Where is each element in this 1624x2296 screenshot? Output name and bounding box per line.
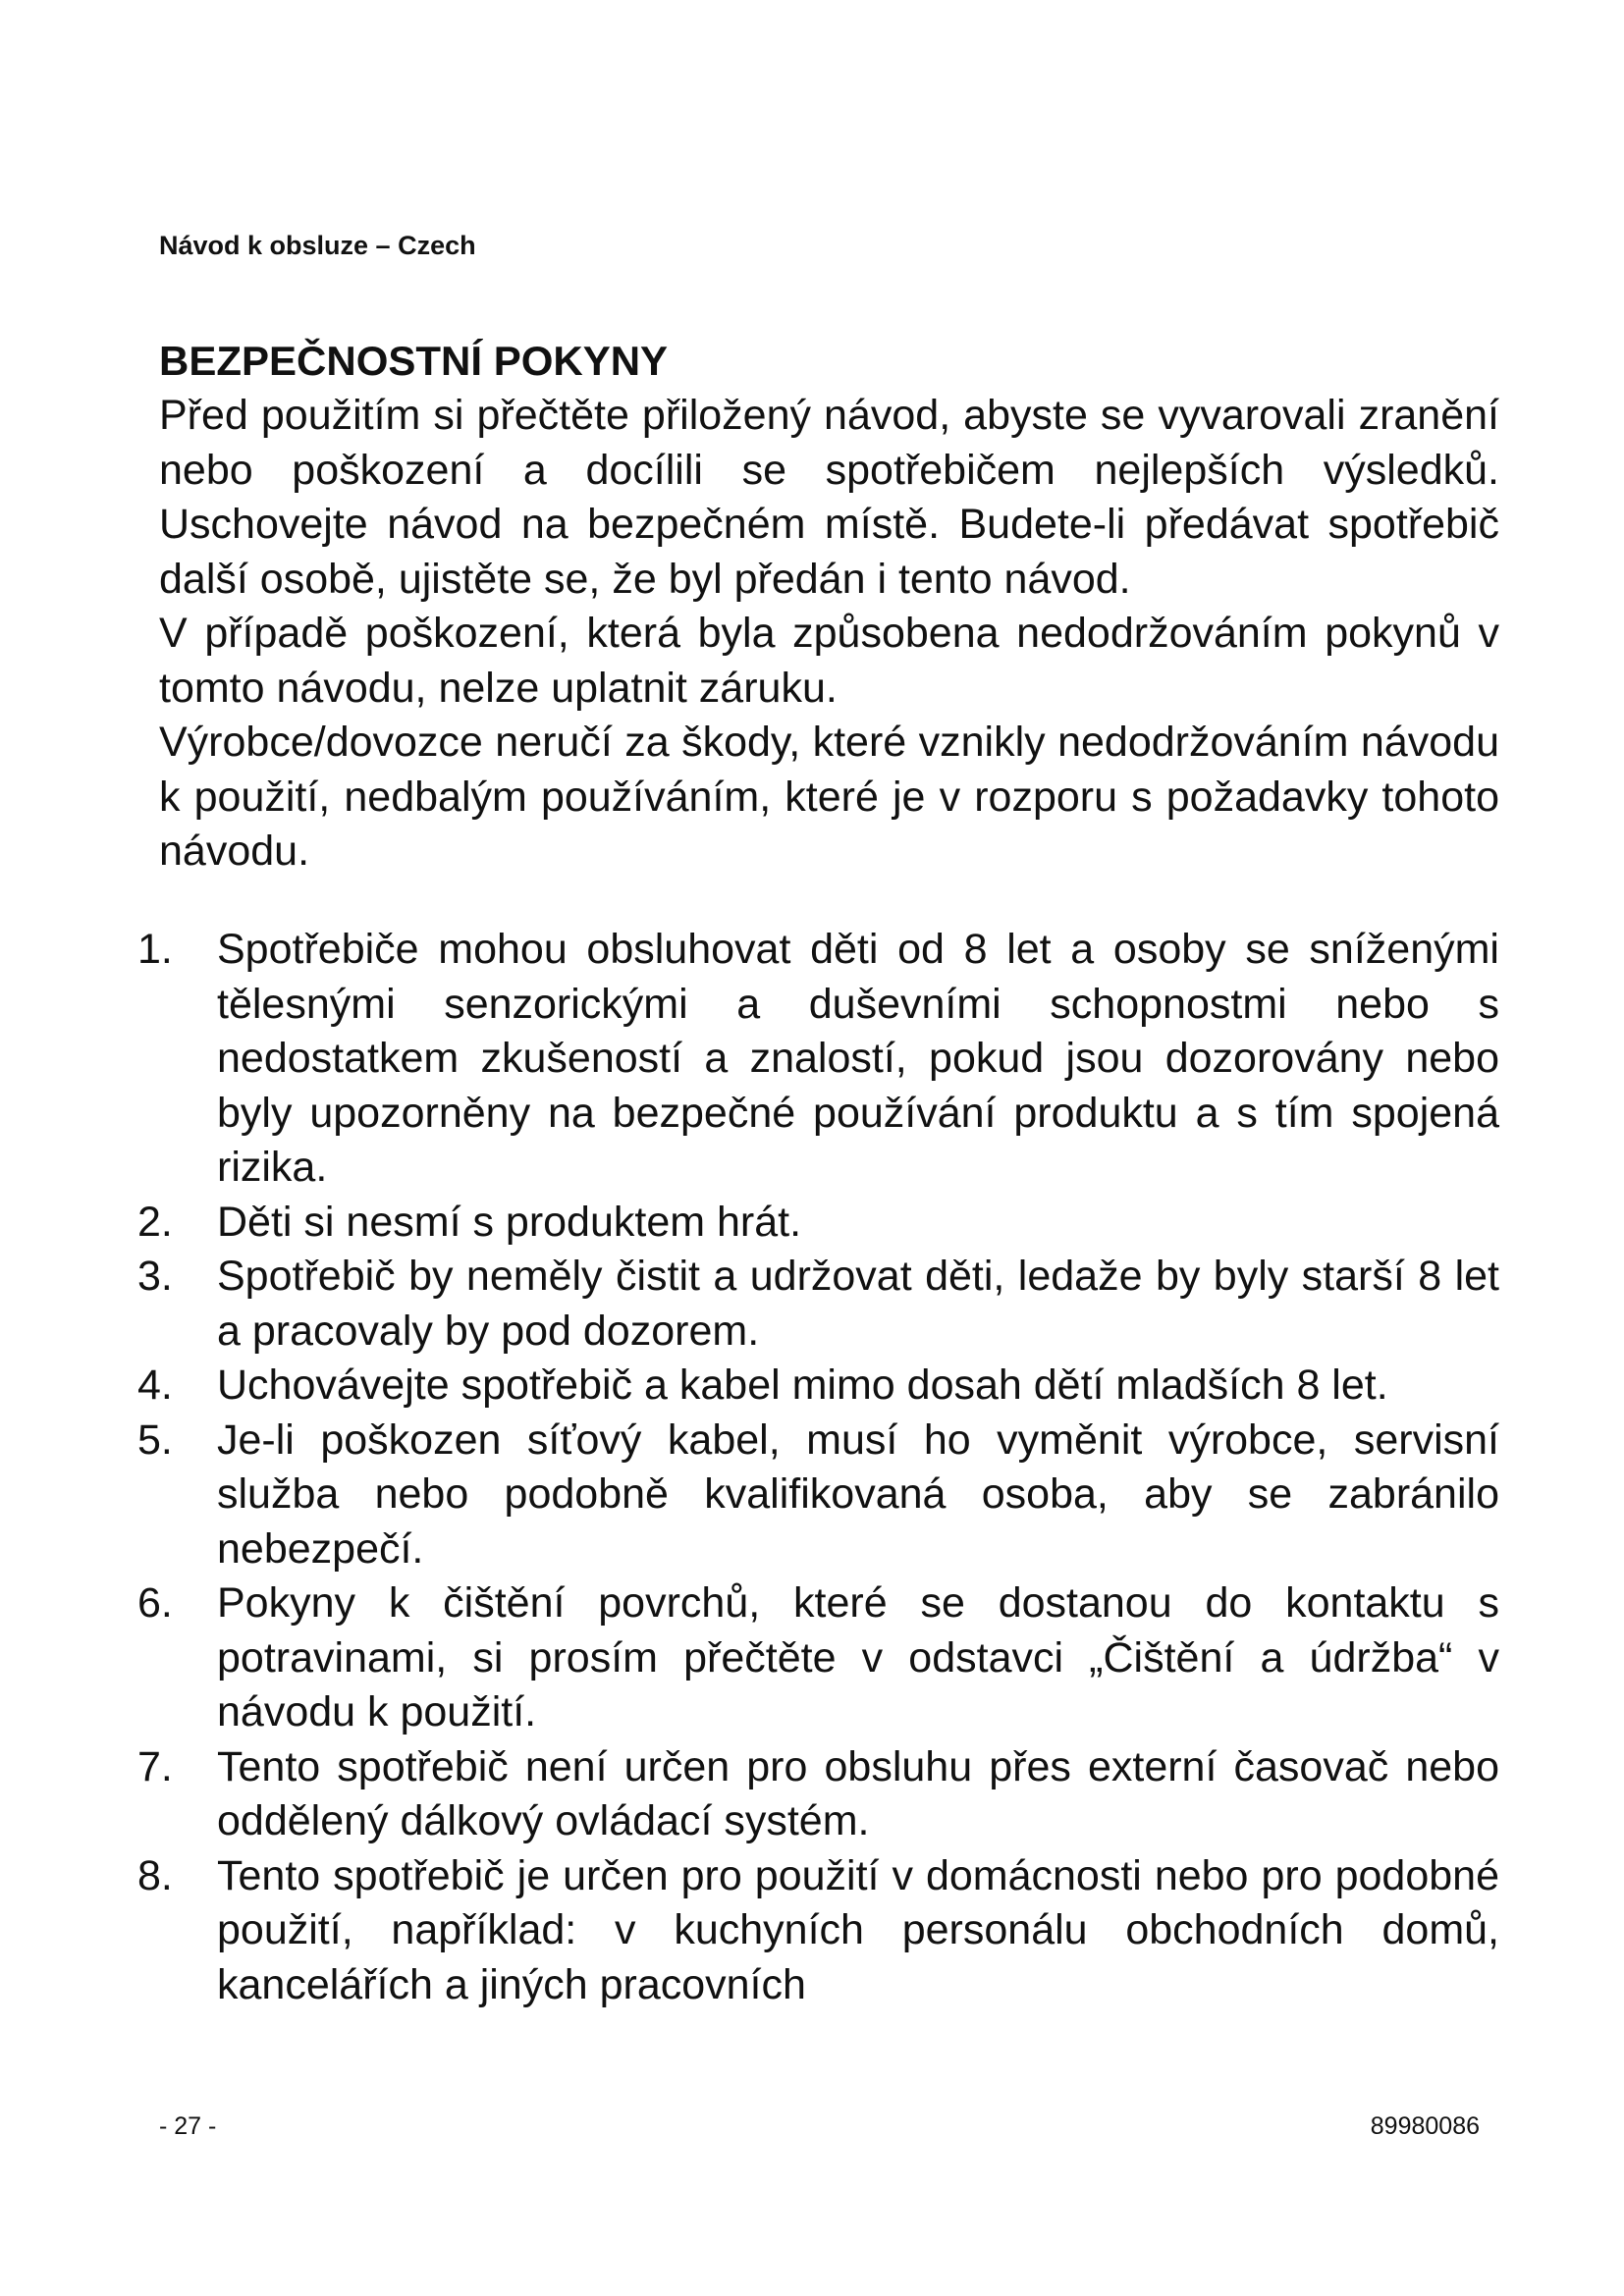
list-item-number: 6. <box>137 1579 173 1627</box>
list-item-text: Pokyny k čištění povrchů, které se dostanou do kontaktu s potravinami, si prosím přečtěte v odstavci „Čištění a údržba“ v návodu k použití. <box>217 1579 1499 1735</box>
list-item-number: 5. <box>137 1415 173 1464</box>
list-item <box>137 1196 1499 1251</box>
intro-paragraph: Před použitím si přečtěte přiložený návod, abyste se vyvarovali zranění nebo poškození a docílili se spotřebičem nejlepších výsledků. Uschovejte návod na bezpečném místě. Budete-li předávat spotřebič další osobě, ujistěte se, že byl předán i tento návod. <box>159 392 1499 603</box>
section-title: BEZPEČNOSTNÍ POKYNY <box>159 338 669 384</box>
list-item-text: Tento spotřebič není určen pro obsluhu přes externí časovač nebo oddělený dálkový ovládací systém. <box>217 1742 1499 1844</box>
list-item <box>137 1359 1499 1414</box>
list-item <box>137 1250 1499 1359</box>
document-header: Návod k obsluze – Czech <box>159 231 476 260</box>
document-code: 89980086 <box>1370 2112 1480 2140</box>
list-item-text: Spotřebič by neměly čistit a udržovat děti, ledaže by byly starší 8 let a pracovaly by pod dozorem. <box>217 1253 1499 1355</box>
list-item <box>137 1740 1499 1849</box>
list-item-text: Tento spotřebič je určen pro použití v domácnosti nebo pro podobné použití, například: v kuchyních personálu obchodních domů, kancelářích a jiných pracovních <box>217 1851 1499 2008</box>
list-item-number: 4. <box>137 1362 173 1409</box>
page-number: - 27 - <box>159 2112 217 2140</box>
list-item-text: Děti si nesmí s produktem hrát. <box>217 1198 802 1246</box>
list-item-number: 2. <box>137 1198 173 1246</box>
list-item <box>137 1576 1499 1740</box>
list-item-number: 7. <box>137 1742 173 1790</box>
list-item <box>137 1849 1499 2013</box>
intro-text <box>159 389 1499 880</box>
list-item <box>137 1414 1499 1577</box>
safety-rules-list <box>137 923 1499 2012</box>
list-item-number: 3. <box>137 1253 173 1300</box>
list-item-text: Je-li poškozen síťový kabel, musí ho vyměnit výrobce, servisní služba nebo podobně kvalifikovaná osoba, aby se zabránilo nebezpečí. <box>217 1415 1499 1573</box>
list-item-number: 8. <box>137 1851 173 1899</box>
list-item-text: Spotřebiče mohou obsluhovat děti od 8 let a osoby se sníženými tělesnými senzorickými a duševními schopnostmi nebo s nedostatkem zkušeností a znalostí, pokud jsou dozorovány nebo byly upozorněny na bezpečné používání produktu a s tím spojená rizika. <box>217 926 1499 1191</box>
list-item-number: 1. <box>137 926 173 973</box>
intro-paragraph: V případě poškození, která byla způsobena nedodržováním pokynů v tomto návodu, nelze uplatnit záruku. <box>159 610 1499 712</box>
list-item <box>137 923 1499 1196</box>
intro-paragraph: Výrobce/dovozce neručí za škody, které vznikly nedodržováním návodu k použití, nedbalým používáním, které je v rozporu s požadavky tohoto návodu. <box>159 719 1499 875</box>
list-item-text: Uchovávejte spotřebič a kabel mimo dosah dětí mladších 8 let. <box>217 1362 1388 1409</box>
